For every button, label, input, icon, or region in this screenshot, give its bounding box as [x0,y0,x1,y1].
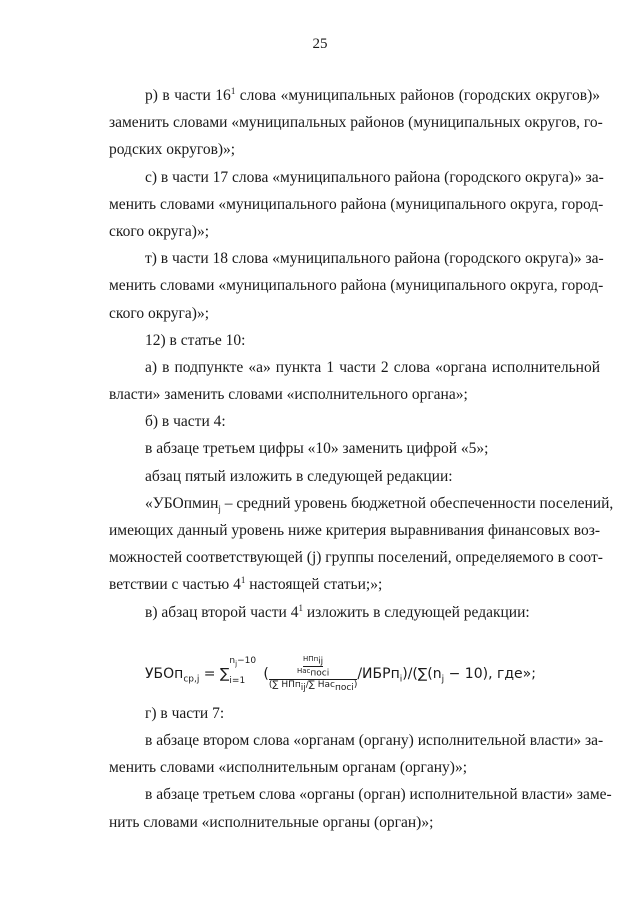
paragraph-line: т) в части 18 слова «муниципального района (городского округа)» за- [145,250,604,268]
paragraph-line: в) абзац второй части $4^1$ изложить в следующей редакции: [145,602,530,621]
formula-expression: УБОп$_{ср,j}$ = ∑ $n_j-10$ i=1 ( НПп$_{ij}$ Нас$_{посi}$ (∑ НПп$_{ij}$/∑ Нас$_{посi}$) $/ИБРп_i)/(\sum(n_j - 10)$, где»; [145,654,536,693]
paragraph-line: имеющих данный уровень ниже критерия выравнивания финансовых воз- [109,522,600,539]
paragraph-line: абзац пятый изложить в следующей редакции: [145,467,453,485]
paragraph-line: б) в части 4: [145,413,226,431]
paragraph-line: р) в части $16^1$ слова «муниципальных районов (городских округов)» [145,86,600,104]
sum-limits: $n_j-10$ i=1 [229,655,257,686]
paragraph-line: родских округов)»; [109,141,236,159]
paragraph-line: власти» заменить словами «исполнительного органа»; [109,386,468,404]
page-number: 25 [312,36,328,52]
paragraph-line: можностей соответствующей (j) группы поселений, определяемого в соот- [109,549,603,567]
paragraph-line: с) в части 17 слова «муниципального района (городского округа)» за- [145,168,604,186]
paragraph-line: ского округа)»; [109,304,210,322]
formula [145,628,600,696]
paragraph-line: в абзаце третьем цифры «10» заменить цифрой «5»; [145,440,489,458]
paragraph-line: ветствии с частью $4^1$ настоящей статьи;»; [109,575,383,594]
paragraph-line: 12) в статье 10: [145,331,246,349]
paragraph-line: г) в части 7: [145,704,225,722]
paragraph-line: «УБОпмин$_j$ – средний уровень бюджетной обеспеченности поселений, [145,494,614,514]
paragraph-line: менить словами «исполнительным органам (органу)»; [109,759,468,777]
paragraph-line: ского округа)»; [109,222,210,240]
formula-fraction: НПп$_{ij}$ Нас$_{посi}$ (∑ НПп$_{ij}$/∑ Нас$_{посi}$) [268,654,358,693]
paragraph-line: нить словами «исполнительные органы (орган)»; [109,813,434,831]
paragraph-line: менить словами «муниципального района (муниципального округа, город- [109,277,604,295]
paragraph-line: а) в подпункте «а» пункта 1 части 2 слова «органа исполнительной [145,358,600,376]
paragraph-line: менить словами «муниципального района (муниципального округа, город- [109,195,604,213]
paragraph-line: в абзаце втором слова «органам (органу) исполнительной власти» за- [145,731,604,749]
document-body [109,82,614,836]
paragraph-line: в абзаце третьем слова «органы (орган) исполнительной власти» заме- [145,786,612,804]
paragraph-line: заменить словами «муниципальных районов (муниципальных округов, го- [109,114,603,132]
